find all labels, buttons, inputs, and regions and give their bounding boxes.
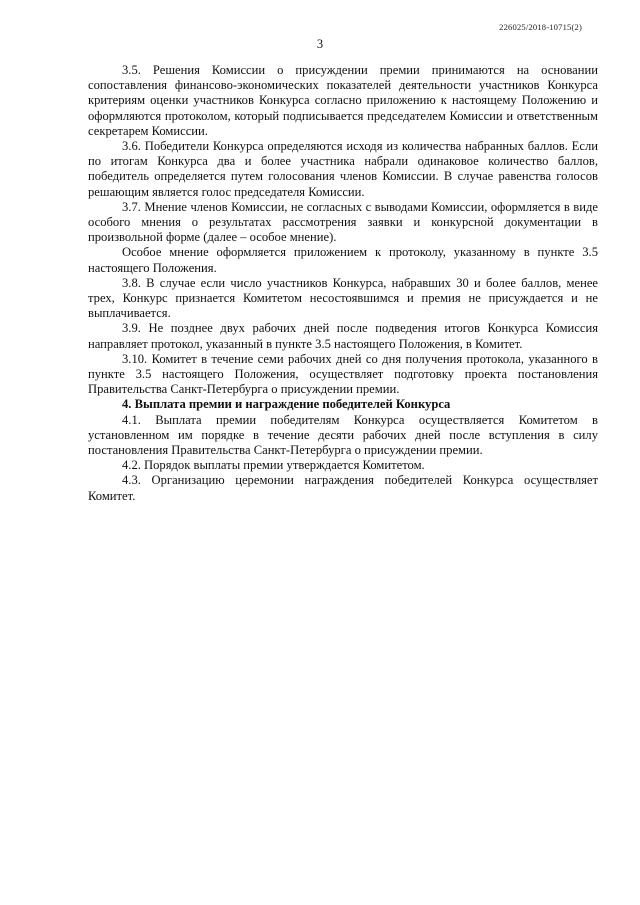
document-body — [88, 63, 598, 504]
page-number: 3 — [316, 37, 324, 51]
paragraph-3-10: 3.10. Комитет в течение семи рабочих дней со дня получения протокола, указанного в пункте 3.5 настоящего Положения, осуществляет подготовку проекта постановления Правительства Санкт-Петербурга о присуждении премии. — [88, 351, 598, 397]
paragraph-4-3: 4.3. Организацию церемонии награждения победителей Конкурса осуществляет Комитет. — [88, 473, 598, 503]
section-heading: 4. Выплата премии и награждение победителей Конкурса — [122, 397, 451, 412]
paragraph-4-1: 4.1. Выплата премии победителям Конкурса осуществляется Комитетом в установленном им порядке в течение десяти рабочих дней после вступления в силу постановления Правительства Санкт-Петербурга о присуждении премии. — [88, 412, 598, 458]
paragraph-3-8: 3.8. В случае если число участников Конкурса, набравших 30 и более баллов, менее трех, Конкурс признается Комитетом несостоявшимся и премия не присуждается и не выплачивается. — [88, 275, 598, 321]
document-registration-number: 226025/2018-10715(2) — [499, 22, 582, 32]
paragraph-special-opinion: Особое мнение оформляется приложением к протоколу, указанному в пункте 3.5 настоящего Положения. — [88, 245, 598, 275]
paragraph-3-5: 3.5. Решения Комиссии о присуждении премии принимаются на основании сопоставления финансово-экономических показателей деятельности участников Конкурса критериям оценки участников Конкурса согласно приложению к настоящему Положению и оформляются протоколом, который подписывается председателем Комиссии и ответственным секретарем Комиссии. — [88, 63, 598, 138]
paragraph-3-9: 3.9. Не позднее двух рабочих дней после подведения итогов Конкурса Комиссия направляет протокол, указанный в пункте 3.5 настоящего Положения, в Комитет. — [88, 321, 598, 351]
paragraph-3-7: 3.7. Мнение членов Комиссии, не согласных с выводами Комиссии, оформляется в виде особого мнения о результатах рассмотрения заявки и конкурсной документации в произвольной форме (далее – особое мнение). — [88, 199, 598, 245]
paragraph-4-2: 4.2. Порядок выплаты премии утверждается Комитетом. — [122, 458, 425, 473]
paragraph-3-6: 3.6. Победители Конкурса определяются исходя из количества набранных баллов. Если по итогам Конкурса два и более участника набрали одинаковое количество баллов, победитель определяется путем голосования членов Комиссии. В случае равенства голосов решающим является голос председателя Комиссии. — [88, 139, 598, 199]
